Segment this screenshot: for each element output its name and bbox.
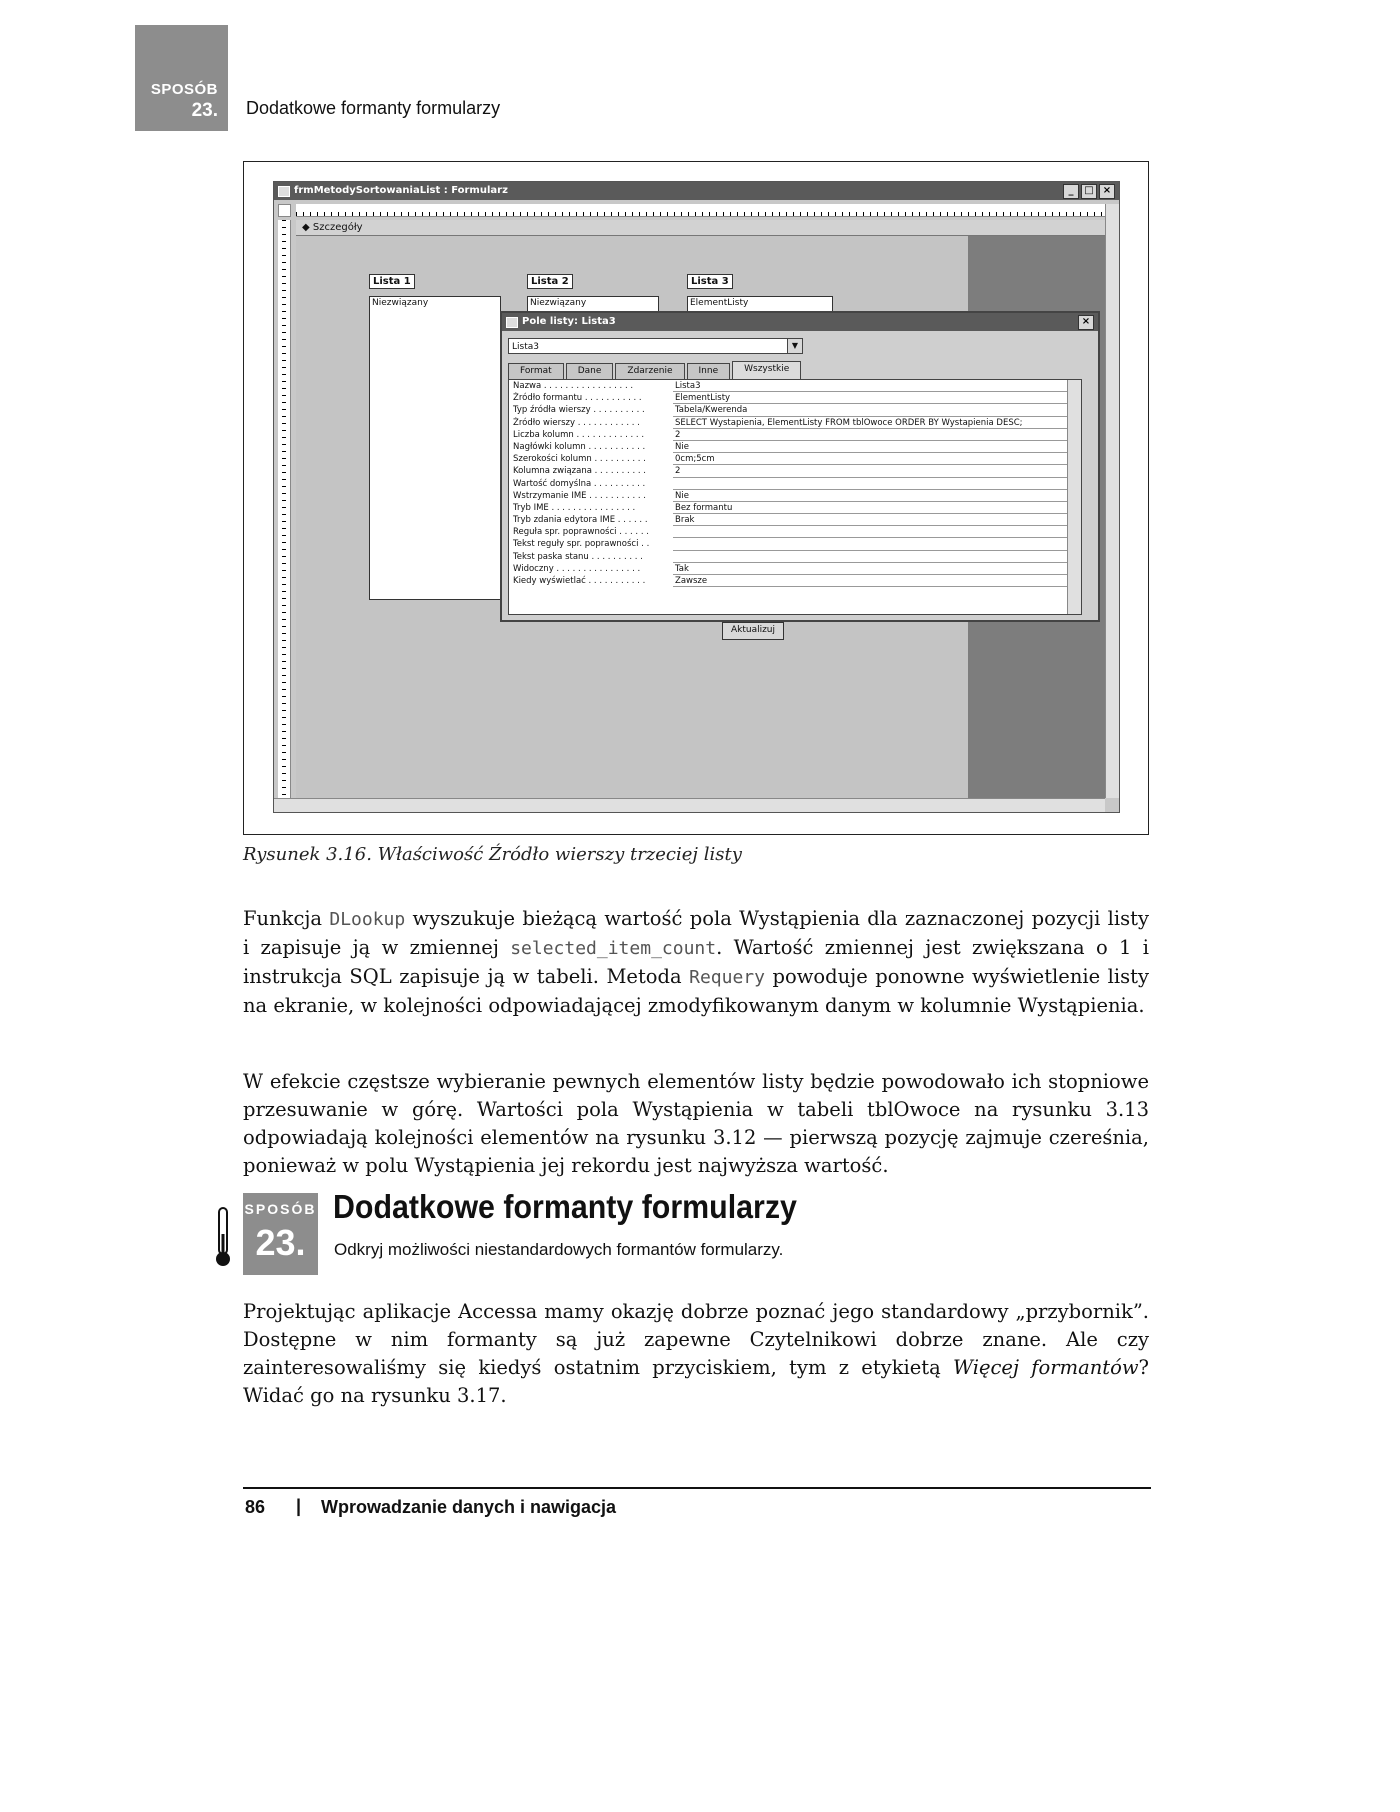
property-name: Kolumna związana . . . . . . . . . . [513,466,646,477]
property-value[interactable]: Brak [673,514,1081,526]
property-sheet-window [500,311,1100,622]
property-name: Kiedy wyświetlać . . . . . . . . . . . [513,576,646,586]
property-value[interactable]: SELECT Wystapienia, ElementListy FROM tblOwoce ORDER BY Wystapienia DESC; [673,417,1081,429]
property-value[interactable] [673,478,1081,490]
tab-inne[interactable]: Inne [687,363,731,379]
footer-separator: | [296,1496,302,1516]
object-selector-value: Lista3 [512,342,539,352]
page-number: 86 [245,1497,266,1517]
property-value[interactable] [673,538,1081,550]
section-tab-word: SPOSÓB [244,1201,317,1217]
property-sheet-icon [506,317,518,328]
property-value[interactable]: ElementListy [673,392,1081,404]
code-dlookup: DLookup [329,909,406,930]
property-sheet-close-button[interactable]: × [1078,315,1094,330]
property-row[interactable] [509,551,1081,563]
running-header-title: Dodatkowe formanty formularzy [246,98,501,118]
property-row[interactable] [509,478,1081,490]
property-name: Reguła spr. poprawności . . . . . . [513,527,649,538]
property-row[interactable] [509,490,1081,502]
property-name: Szerokości kolumn . . . . . . . . . . [513,454,646,465]
close-button[interactable]: × [1099,184,1115,199]
thermometer-icon [214,1206,232,1268]
horizontal-ruler [296,204,1105,217]
property-row[interactable] [509,441,1081,453]
property-row[interactable] [509,526,1081,538]
property-row[interactable] [509,563,1081,575]
property-value[interactable]: 2 [673,429,1081,441]
property-row[interactable] [509,380,1081,392]
vertical-scrollbar[interactable] [1105,204,1119,798]
property-name: Nagłówki kolumn . . . . . . . . . . . [513,441,646,452]
property-scrollbar[interactable] [1067,380,1081,614]
listbox-lista1[interactable]: Niezwiązany [369,296,501,600]
label-lista2[interactable]: Lista 2 [527,274,573,289]
minimize-button[interactable]: _ [1063,184,1079,199]
property-value[interactable] [673,551,1081,563]
aktualizuj-button[interactable]: Aktualizuj [722,622,784,640]
property-name: Tryb IME . . . . . . . . . . . . . . . . [513,502,636,513]
paragraph-1: Funkcja DLookup wyszukuje bieżącą wartość pola Wystąpienia dla zaznaczonej pozycji listy i zapisuje ją w zmiennej selected_item_count. Wartość zmiennej jest zwiększana o 1 i instrukcja SQL zapisuje ją w tabeli. Metoda Requery powoduje ponowne wyświetlenie listy na ekranie, w kolejności odpowiadającej zmodyfikowanym danym w kolumnie Wystąpienia. [243,907,1149,1017]
section-label: Szczegóły [312,222,363,233]
property-sheet-title: Pole listy: Lista3 [522,316,616,327]
ruler-corner[interactable] [278,204,291,217]
property-value[interactable]: Bez formantu [673,502,1081,514]
detail-section-bar [296,220,1105,236]
property-name: Wstrzymanie IME . . . . . . . . . . . [513,490,646,501]
property-row[interactable] [509,502,1081,514]
property-value[interactable]: Nie [673,490,1081,502]
code-requery: Requery [689,967,765,988]
header-tab-number: 23. [191,100,218,121]
tab-dane[interactable]: Dane [566,363,614,379]
property-row[interactable] [509,538,1081,550]
property-row[interactable] [509,417,1081,429]
property-list [508,379,1082,615]
property-row[interactable] [509,404,1081,416]
property-tabs [508,363,803,379]
window-title: frmMetodySortowaniaList : Formularz [294,185,508,196]
property-name: Nazwa . . . . . . . . . . . . . . . . . [513,381,634,391]
section-tab-number: 23. [255,1222,306,1263]
paragraph-2: W efekcie częstsze wybieranie pewnych elementów listy będzie powodowało ich stopniowe przesuwanie w górę. Wartości pola Wystąpienia w tabeli tblOwoce na rysunku 3.13 odpowiadają kolejności elementów na rysunku 3.12 — pierwszą pozycję zajmuje czereśnia, ponieważ w polu Wystąpienia jej rekordu jest najwyższa wartość. [243,1070,1149,1177]
horizontal-scrollbar[interactable] [274,798,1105,812]
header-tab-word: SPOSÓB [150,81,218,98]
property-sheet-titlebar [502,313,1098,331]
property-name: Widoczny . . . . . . . . . . . . . . . . [513,563,641,574]
property-row[interactable] [509,392,1081,404]
label-lista3[interactable]: Lista 3 [687,274,733,289]
figure-caption: Rysunek 3.16. Właściwość Źródło wierszy trzeciej listy [243,844,742,865]
listbox-lista3[interactable]: ElementListy [687,296,833,314]
property-value[interactable]: Tabela/Kwerenda [673,404,1081,416]
vertical-ruler [278,220,291,798]
property-name: Wartość domyślna . . . . . . . . . . [513,478,646,489]
property-name: Tryb zdania edytora IME . . . . . . [513,515,648,526]
property-value[interactable]: 2 [673,465,1081,477]
tab-wszystkie[interactable]: Wszystkie [732,361,801,379]
header-tab [135,25,228,131]
property-value[interactable]: Nie [673,441,1081,453]
maximize-button[interactable]: □ [1081,184,1097,199]
property-row[interactable] [509,465,1081,477]
code-selected-item-count: selected_item_count [510,938,717,959]
section-tab [243,1193,318,1275]
form-icon [278,186,290,197]
property-value[interactable]: Lista3 [673,380,1081,392]
tab-zdarzenie[interactable]: Zdarzenie [615,363,684,379]
label-lista1[interactable]: Lista 1 [369,274,415,289]
object-selector[interactable] [508,338,803,354]
property-value[interactable]: Tak [673,563,1081,575]
property-name: Źródło formantu . . . . . . . . . . . [513,393,642,404]
listbox-lista2[interactable]: Niezwiązany [527,296,659,314]
paragraph-3: Projektując aplikacje Accessa mamy okazję dobrze poznać jego standardowy „przybornik”. Dostępne w nim formanty są już zapewne Czytelnikowi dobrze znane. Ale czy zainteresowaliśmy się kiedyś ostatnim przyciskiem, tym z etykietą Więcej formantów? Widać go na rysunku 3.17. [243,1300,1149,1407]
property-value[interactable] [673,526,1081,538]
footer-chapter-title: Wprowadzanie danych i nawigacja [321,1497,617,1517]
emphasis-wiecej-formantow: Więcej formantów [953,1356,1139,1379]
footer-rule [243,1487,1151,1489]
property-value[interactable]: Zawsze [673,575,1081,587]
section-subtitle: Odkryj możliwości niestandardowych formantów formularzy. [334,1240,784,1259]
window-titlebar [274,182,1119,200]
property-row[interactable] [509,453,1081,465]
property-name: Liczba kolumn . . . . . . . . . . . . . [513,429,645,440]
property-row[interactable] [509,429,1081,441]
property-name: Tekst reguły spr. poprawności . . [513,539,650,550]
property-name: Typ źródła wierszy . . . . . . . . . . [513,405,645,416]
section-title: Dodatkowe formanty formularzy [333,1188,797,1225]
section-arrow-icon: ◆ [302,222,313,233]
property-name: Źródło wierszy . . . . . . . . . . . . [513,417,640,428]
tab-format[interactable]: Format [508,363,564,379]
property-name: Tekst paska stanu . . . . . . . . . . [513,551,643,562]
property-row[interactable] [509,514,1081,526]
property-row[interactable] [509,575,1081,587]
chevron-down-icon[interactable]: ▼ [787,339,802,353]
property-value[interactable]: 0cm;5cm [673,453,1081,465]
